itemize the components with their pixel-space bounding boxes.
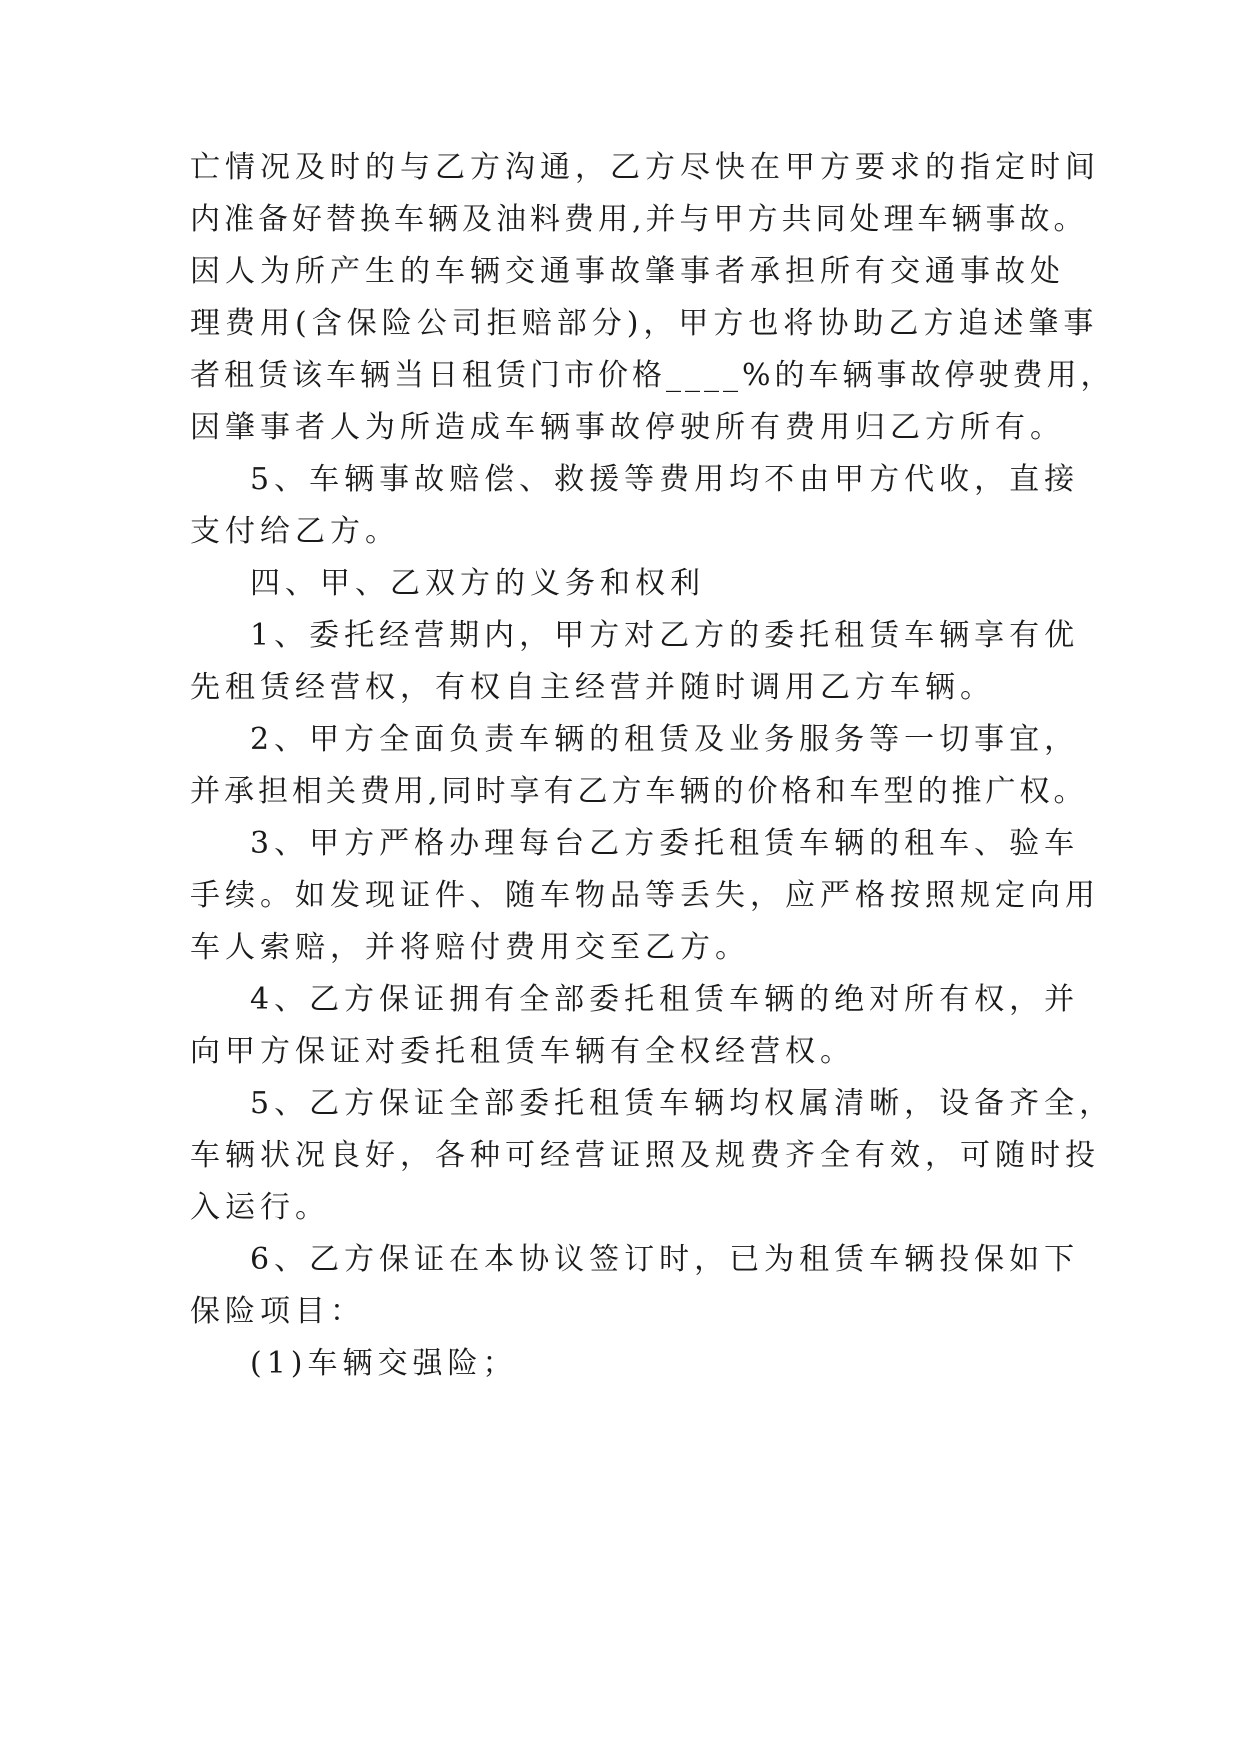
section-heading: 四、甲、乙双方的义务和权利	[250, 566, 705, 601]
paragraph-first-line: 1、委托经营期内，甲方对乙方的委托租赁车辆享有优	[250, 618, 1080, 653]
text-line: 先租赁经营权，有权自主经营并随时调用乙方车辆。	[190, 670, 995, 705]
paragraph-first-line: 3、甲方严格办理每台乙方委托租赁车辆的租车、验车	[250, 826, 1080, 861]
text-line: 支付给乙方。	[190, 514, 400, 549]
text-line: 车人索赔，并将赔付费用交至乙方。	[190, 930, 750, 965]
text-line: 入运行。	[190, 1190, 330, 1225]
paragraph-first-line: 6、乙方保证在本协议签订时，已为租赁车辆投保如下	[250, 1242, 1080, 1277]
text-line: 手续。如发现证件、随车物品等丢失，应严格按照规定向用	[190, 878, 1100, 913]
text-line: 者租赁该车辆当日租赁门市价格____%的车辆事故停驶费用，	[190, 358, 1115, 393]
list-item: (1)车辆交强险；	[250, 1346, 518, 1381]
text-line: 因人为所产生的车辆交通事故肇事者承担所有交通事故处	[190, 254, 1065, 289]
text-line: 理费用(含保险公司拒赔部分)，甲方也将协助乙方追述肇事	[190, 306, 1099, 341]
paragraph-first-line: 5、车辆事故赔偿、救援等费用均不由甲方代收，直接	[250, 462, 1080, 497]
text-line: 因肇事者人为所造成车辆事故停驶所有费用归乙方所有。	[190, 410, 1065, 445]
text-line: 保险项目：	[190, 1294, 365, 1329]
text-line: 车辆状况良好，各种可经营证照及规费齐全有效，可随时投	[190, 1138, 1100, 1173]
paragraph-first-line: 4、乙方保证拥有全部委托租赁车辆的绝对所有权，并	[250, 982, 1080, 1017]
paragraph-first-line: 5、乙方保证全部委托租赁车辆均权属清晰，设备齐全，	[250, 1086, 1115, 1121]
text-line: 内准备好替换车辆及油料费用,并与甲方共同处理车辆事故。	[190, 202, 1088, 237]
text-line: 向甲方保证对委托租赁车辆有全权经营权。	[190, 1034, 855, 1069]
paragraph-first-line: 2、甲方全面负责车辆的租赁及业务服务等一切事宜，	[250, 722, 1080, 757]
text-line: 亡情况及时的与乙方沟通，乙方尽快在甲方要求的指定时间	[190, 150, 1100, 185]
text-line: 并承担相关费用,同时享有乙方车辆的价格和车型的推广权。	[190, 774, 1088, 809]
